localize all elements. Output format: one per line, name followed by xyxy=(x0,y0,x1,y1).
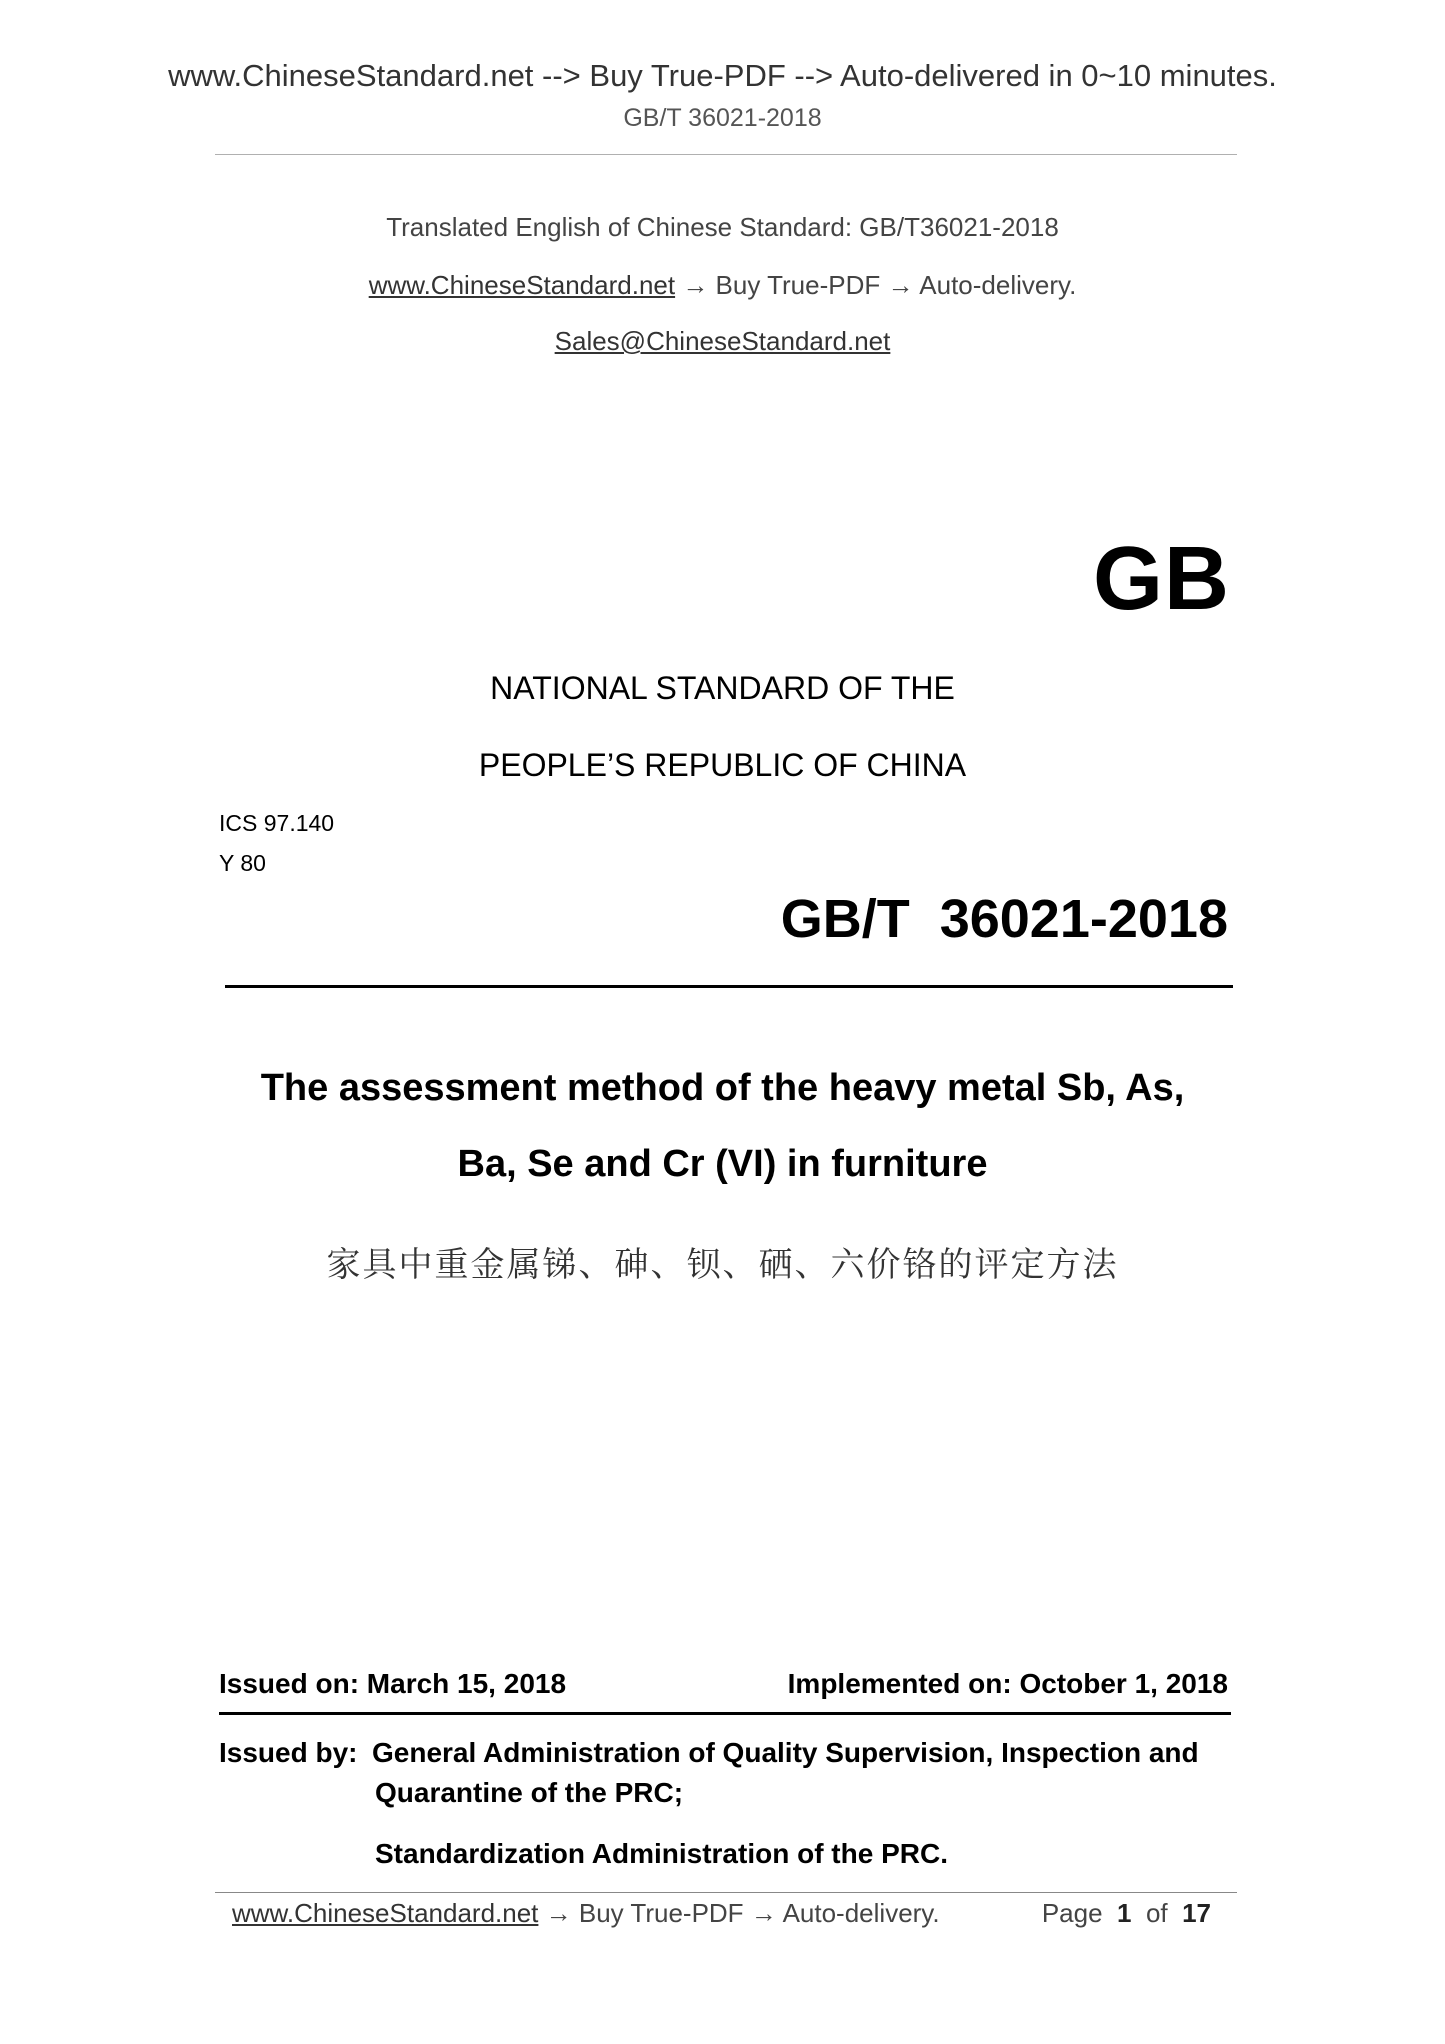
site-link[interactable]: www.ChineseStandard.net xyxy=(368,270,676,300)
national-standard-line2: PEOPLE’S REPUBLIC OF CHINA xyxy=(478,747,967,783)
issued-on-date: Issued on: March 15, 2018 xyxy=(219,1668,567,1699)
footer-promo xyxy=(232,1898,940,1929)
issued-by-line3: Standardization Administration of the PRC. xyxy=(375,1838,948,1869)
issued-by-label: Issued by: xyxy=(219,1737,358,1768)
header-banner: www.ChineseStandard.net --> Buy True-PDF --> Auto-delivered in 0~10 minutes. xyxy=(168,58,1277,93)
title-english-line1: The assessment method of the heavy metal Sb, As, xyxy=(260,1067,1185,1109)
footer-site-link[interactable]: www.ChineseStandard.net xyxy=(232,1898,539,1928)
gb-logo: GB xyxy=(1093,529,1230,629)
header-standard-code: GB/T 36021-2018 xyxy=(623,104,822,132)
promo-line xyxy=(0,270,1445,301)
page-of: of xyxy=(1145,1898,1168,1928)
issued-by-line1: General Administration of Quality Supervision, Inspection and xyxy=(372,1737,1199,1768)
national-standard-line1: NATIONAL STANDARD OF THE xyxy=(490,670,955,706)
page-indicator xyxy=(1042,1898,1211,1929)
page-label: Page xyxy=(1041,1898,1103,1928)
standard-number-divider xyxy=(225,985,1233,988)
issue-divider xyxy=(219,1712,1231,1715)
page-total: 17 xyxy=(1182,1898,1211,1928)
promo-text: → Buy True-PDF → Auto-delivery. xyxy=(675,270,1077,300)
standard-number: GB/T 36021-2018 xyxy=(780,889,1228,949)
footer-divider xyxy=(215,1892,1237,1893)
implemented-on-date: Implemented on: October 1, 2018 xyxy=(787,1668,1228,1699)
page-current: 1 xyxy=(1117,1898,1132,1928)
email-line xyxy=(0,326,1445,357)
issued-by-line2: Quarantine of the PRC; xyxy=(375,1777,684,1808)
footer-promo-text: → Buy True-PDF → Auto-delivery. xyxy=(538,1898,940,1928)
ics-code: ICS 97.140 xyxy=(219,810,335,836)
translated-notice: Translated English of Chinese Standard: GB/T36021-2018 xyxy=(386,212,1059,242)
sales-email-link[interactable]: Sales@ChineseStandard.net xyxy=(554,326,891,356)
title-chinese: 家具中重金属锑、砷、钡、硒、六价铬的评定方法 xyxy=(326,1245,1119,1285)
classification-code: Y 80 xyxy=(219,850,266,876)
title-english-line2: Ba, Se and Cr (VI) in furniture xyxy=(457,1143,988,1185)
header-divider xyxy=(215,154,1237,155)
